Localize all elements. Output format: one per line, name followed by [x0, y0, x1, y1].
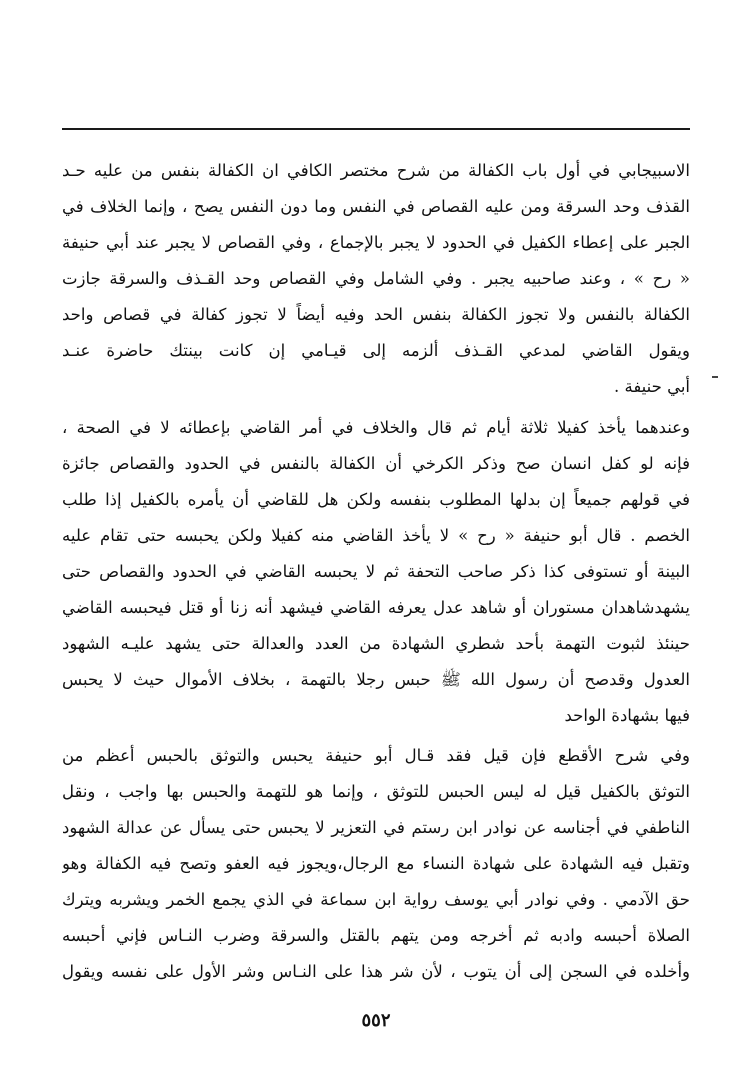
text-line: الخصم . قال أبو حنيفة « رح » لا يأخذ القاضي منه كفيلا ولكن يحبسه حتى تقام عليه — [62, 526, 690, 545]
text-line: يشهدشاهدان مستوران أو شاهد عدل يعرفه القاضي فيشهد أنه زنا أو قتل فيحبسه القاضي — [62, 598, 690, 617]
text-line: الجبر على إعطاء الكفيل في الحدود لا يجبر بالإجماع ، وفي القصاص لا يجبر عند أبي حنيفة — [62, 233, 690, 252]
text-line: حينئذ لثبوت التهمة بأحد شطري الشهادة من العدد والعدالة حتى يشهد عليـه الشهود — [62, 634, 690, 653]
text-line: البينة أو تستوفى كذا ذكر صاحب التحفة ثم لا يحبسه القاضي في الحدود والقصاص حتى — [62, 562, 690, 581]
page-number: ٥٥٢ — [361, 1010, 391, 1031]
text-line: وتقبل فيه الشهادة على شهادة النساء مع الرجال،ويجوز فيه العفو وتصح فيه الكفالة وهو — [62, 854, 690, 873]
text-line: وفي شرح الأقطع فإن قيل فقد قـال أبو حنيفة يحبس والتوثق بالحبس أعظم من — [62, 746, 690, 765]
text-line: فيها بشهادة الواحد — [564, 706, 690, 725]
text-line: حق الآدمي . وفي نوادر أبي يوسف رواية ابن سماعة في الذي يجمع الخمر ويشربه ويترك — [62, 890, 690, 909]
margin-mark — [712, 376, 718, 378]
text-line: « رح » ، وعند صاحبيه يجبر . وفي الشامل وفي القصاص وحد القـذف والسرقة جازت — [62, 269, 690, 288]
header-rule — [62, 128, 690, 130]
paragraph-3 — [62, 738, 690, 990]
text-line: فإنه لو كفل انسان صح وذكر الكرخي أن الكفالة بالنفس في الحدود والقصاص جائزة — [62, 454, 690, 473]
text-line: وأخلده في السجن إلى أن يتوب ، لأن شر هذا على النـاس وشر الأول على نفسه ويقول — [62, 962, 690, 981]
text-line: العدول وقدصح أن رسول الله ﷺ حبس رجلا بالتهمة ، بخلاف الأموال حيث لا يحبس — [62, 670, 690, 689]
text-line: وعندهما يأخذ كفيلا ثلاثة أيام ثم قال والخلاف في أمر القاضي بإعطائه لا في الصحة ، — [62, 418, 690, 437]
text-line: الصلاة أحبسه وادبه ثم أخرجه ومن يتهم بالقتل والسرقة وضرب النـاس فإني أحبسه — [62, 926, 690, 945]
text-line: الناطفي في أجناسه عن نوادر ابن رستم في التعزير لا يحبس حتى يسأل عن عدالة الشهود — [62, 818, 690, 837]
text-line: التوثق بالكفيل قيل له ليس الحبس للتوثق ، وإنما هو للتهمة والحبس بها واجب ، ونقل — [62, 782, 690, 801]
paragraph-1 — [62, 153, 690, 405]
text-line: في قولهم جميعاً إن بدلها المطلوب بنفسه ولكن هل للقاضي أن يأمره بالكفيل إذا طلب — [62, 490, 690, 509]
text-line: القذف وحد السرقة ومن عليه القصاص في النفس وما دون النفس يصح ، وإنما الخلاف في — [62, 197, 690, 216]
text-line: الكفالة بالنفس ولا تجوز الكفالة بنفس الحد وفيه أيضاً لا تجوز كفالة في قصاص واحد — [62, 305, 690, 324]
paragraph-2 — [62, 410, 690, 734]
text-line: أبي حنيفة . — [613, 377, 690, 396]
text-line: ويقول القاضي لمدعي القـذف ألزمه إلى قيـامي إن كانت بينتك حاضرة عنـد — [62, 341, 690, 360]
text-line: الاسبيجابي في أول باب الكفالة من شرح مختصر الكافي ان الكفالة بنفس من عليه حـد — [62, 161, 690, 180]
